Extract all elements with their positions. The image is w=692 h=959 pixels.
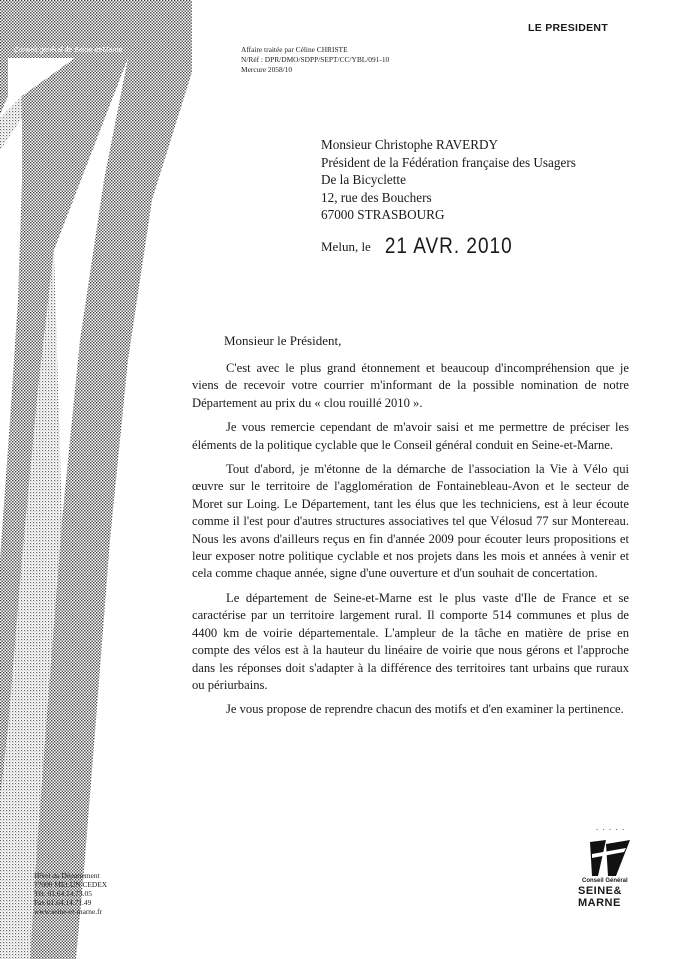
reference-mercure: Mercure 2058/10: [241, 65, 293, 74]
footer-postcode: 77000 MELUN CEDEX: [34, 880, 108, 889]
paragraph-5: Je vous propose de reprendre chacun des motifs et d'en examiner la pertinence.: [226, 702, 624, 717]
date-place: Melun, le: [321, 239, 371, 254]
footer-address: [34, 871, 107, 916]
recipient-address: [321, 136, 576, 224]
paragraph-4: Le département de Seine-et-Marne est le plus vaste d'Ile de France et se caractérise par un territoire largement rural. Il comporte 514 communes et plus de 4400 km de voirie départementale. L'ampleur de la tâche en matière de prise en compte des vélos est à la hauteur du linéaire de voirie que nous gérons et l'approche dans les réponses doit s'adapter à la différence des territoires tant urbains que ruraux ou périurbains.: [192, 590, 629, 692]
footer-building: Hôtel du Département: [34, 871, 100, 880]
logo-77-icon: [586, 838, 632, 878]
recipient-street: 12, rue des Bouchers: [321, 189, 432, 205]
letter-body: [192, 360, 629, 726]
dateline: [321, 236, 513, 258]
salutation: Monsieur le Président,: [224, 333, 342, 348]
logo-small-text: Conseil Général: [582, 878, 628, 884]
band-lettering: Conseil général de Seine-et-Marne: [14, 47, 123, 54]
logo-line-2: MARNE: [578, 897, 621, 909]
recipient-title-1: Président de la Fédération française des Usagers: [321, 154, 576, 170]
footer-phone: Tél. 01.64.14.73.05: [34, 889, 92, 898]
footer-website: www.seine-et-marne.fr: [34, 907, 103, 916]
paragraph-2: Je vous remercie cependant de m'avoir saisi et me permettre de préciser les éléments de la politique cyclable que le Conseil général conduit en Seine-et-Marne.: [192, 420, 629, 452]
logo-dots: . . . . .: [596, 822, 626, 832]
recipient-city: 67000 STRASBOURG: [321, 207, 445, 223]
reference-handler: Affaire traitée par Céline CHRISTE: [241, 45, 348, 54]
recipient-title-2: De la Bicyclette: [321, 172, 406, 188]
reference-number: N/Réf : DPR/DMO/SDPP/SEPT/CC/YBL/091-10: [241, 55, 390, 64]
date-stamp: 21 AVR. 2010: [384, 234, 513, 259]
footer-fax: Fax 01.64.14.71.49: [34, 898, 92, 907]
paragraph-3: Tout d'abord, je m'étonne de la démarche de l'association la Vie à Vélo qui œuvre sur le territoire de l'agglomération de Fontainebleau-Avon et le secteur de Moret sur Loing. Le Département, tant les élus que les techniciens, est à leur écoute comme il l'est pour d'autres structures associatives tel que Vélosud 77 sur Montereau. Nous les avons d'ailleurs reçus en fin d'année 2009 pour écouter leurs propositions et leur exposer notre politique cyclable et nos projets dans les mois et années à venir et cela comme chaque année, signe d'une ouverture et d'un souhait de concertation.: [192, 462, 629, 581]
recipient-name: Monsieur Christophe RAVERDY: [321, 137, 499, 152]
sender-title: LE PRESIDENT: [528, 22, 609, 34]
paragraph-1: C'est avec le plus grand étonnement et beaucoup d'incompréhension que je viens de recevoir votre courrier m'informant de la possible nomination de notre Département au prix du « clou rouillé 2010 ».: [192, 361, 629, 410]
seine-et-marne-logo: [578, 838, 640, 912]
reference-block: [241, 45, 389, 75]
logo-line-1: SEINE&: [578, 885, 622, 897]
